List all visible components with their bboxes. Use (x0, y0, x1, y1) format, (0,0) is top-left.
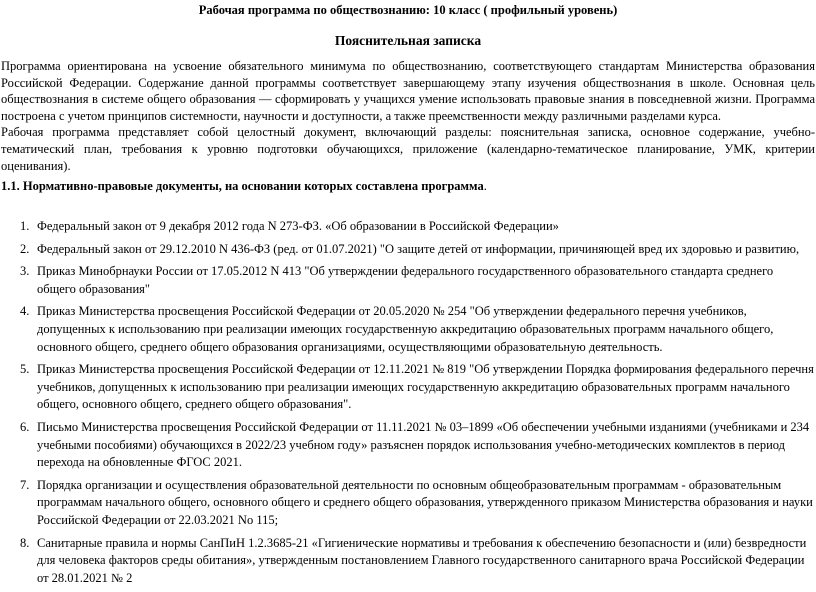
list-item (0, 419, 814, 472)
list-item-number: 4. (20, 304, 30, 319)
list-item-text: Федеральный закон от 9 декабря 2012 года N 273-ФЗ. «Об образовании в Российской Федерации» (37, 219, 559, 233)
list-item-text: Письмо Министерства просвещения Российской Федерации от 11.11.2021 № 03–1899 «Об обеспечении учебными изданиями (учебниками и 234 учебными пособиями) обучающихся в 2022/23 учебном году» разъяснен порядок использования учебно-методических комплектов в период перехода на обновленные ФГОС 2021. (37, 419, 810, 470)
list-item-number: 6. (20, 419, 30, 434)
list-item-text: Приказ Минобрнауки России от 17.05.2012 N 413 "Об утверждении федерального государственного образовательного стандарта среднего общего образования" (37, 264, 774, 296)
list-item-text: Приказ Министерства просвещения Российской Федерации от 12.11.2021 № 819 "Об утверждении Порядка формирования федерального перечня учебников, допущенных к использованию при реализации имеющих государственную аккредитацию образовательных программ начального общего, основного общего, среднего общего образования". (37, 362, 814, 412)
subsection-title-period: . (483, 179, 487, 193)
list-item (0, 361, 814, 414)
list-item-text: Приказ Министерства просвещения Российской Федерации от 20.05.2020 № 254 "Об утверждении федерального перечня учебников, допущенных к использованию при реализации имеющих государственную аккредитацию образовательных программ начального общего, основного общего, среднего общего образования организациями, осуществляющими образовательную деятельность. (37, 304, 774, 354)
intro-text (1, 58, 815, 174)
list-item (0, 477, 814, 530)
list-item-text: Федеральный закон от 29.12.2010 N 436-ФЗ (ред. от 01.07.2021) "О защите детей от информации, причиняющей вред их здоровью и развитию, (37, 241, 800, 256)
list-item-number: 7. (20, 477, 30, 492)
list-item-number: 8. (20, 535, 30, 550)
list-item-number: 1. (20, 219, 30, 233)
list-item (0, 263, 814, 298)
list-item-number: 3. (20, 264, 30, 279)
intro-paragraph: Рабочая программа представляет собой целостный документ, включающий разделы: пояснительная записка, основное содержание, учебно-тематический план, требования к уровню подготовки обучающихся, приложение (календарно-тематическое планирование, УМК, критерии оценивания). (1, 125, 815, 173)
doc-title: Рабочая программа по обществознанию: 10 класс ( профильный уровень) (198, 3, 618, 17)
intro-paragraph: Программа ориентирована на усвоение обязательного минимума по обществознанию, соответствующего стандартам Министерства образования Российской Федерации. Содержание данной программы соответствует завершающему этапу изучения обществознания в школе. Основная цель обществознания в системе общего образования — сформировать у учащихся умение использовать правовые знания в повседневной жизни. Программа построена с учетом принципов системности, научности и доступности, а также преемственности между различными разделами курса. (1, 59, 815, 123)
list-item-text: Порядка организации и осуществления образовательной деятельности по основным общеобразовательным программам - образовательным программам начального общего, основного общего и среднего общего образования, утвержденного приказом Министерства образования и науки Российской Федерации от 22.03.2021 No 115; (37, 477, 813, 527)
subsection-title-text: 1.1. Нормативно-правовые документы, на основании которых составлена программа (1, 179, 484, 193)
list-item (0, 535, 814, 588)
subsection-title (1, 179, 815, 194)
normative-documents-list (0, 218, 814, 592)
list-item-text: Санитарные правила и нормы СанПиН 1.2.3685-21 «Гигиенические нормативы и требования к обеспечению безопасности и (или) безвредности для человека факторов среды обитания», утвержденным постановлением Главного государственного санитарного врача Российской Федерации от 28.01.2021 № 2 (37, 535, 807, 585)
list-item-number: 5. (20, 362, 30, 377)
section-heading: Пояснительная записка (334, 33, 482, 48)
list-item (0, 218, 814, 236)
list-item (0, 303, 814, 356)
list-item (0, 241, 814, 259)
list-item-number: 2. (20, 241, 30, 256)
